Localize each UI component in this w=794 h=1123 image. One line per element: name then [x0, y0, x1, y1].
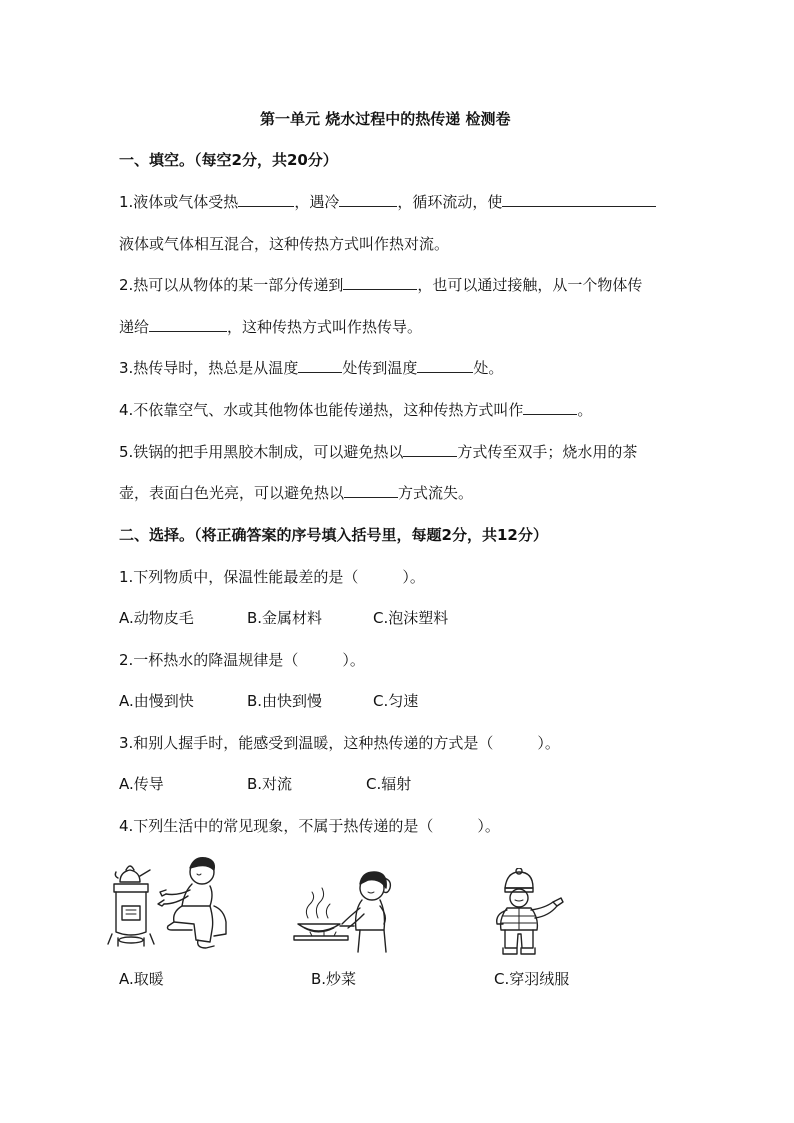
answer-blank[interactable] [149, 317, 227, 332]
picture-option-c[interactable]: C.穿羽绒服 [494, 970, 570, 988]
answer-blank[interactable] [343, 275, 417, 290]
fill-question-3: 3.热传导时，热总是从温度 处传到温度 处。 [119, 359, 504, 377]
option-a[interactable]: A.传导 [119, 775, 164, 793]
answer-blank[interactable] [403, 442, 457, 457]
choice-question-4: 4.下列生活中的常见现象，不属于热传递的是（ ）。 [119, 817, 500, 835]
down-jacket-illustration [487, 868, 573, 956]
fill-question-4: 4.不依靠空气、水或其他物体也能传递热，这种传热方式叫作 。 [119, 401, 593, 419]
cooking-illustration [290, 866, 410, 954]
option-c[interactable]: C.辐射 [366, 775, 412, 793]
answer-blank[interactable] [502, 192, 656, 207]
option-c[interactable]: C.泡沫塑料 [373, 609, 449, 627]
fill-question-2-line2: 递给 ，这种传热方式叫作热传导。 [119, 318, 423, 336]
answer-blank[interactable] [417, 358, 473, 373]
option-c[interactable]: C.匀速 [373, 692, 419, 710]
answer-blank[interactable] [523, 400, 577, 415]
choice-options-2 [119, 691, 418, 711]
choice-question-2: 2.一杯热水的降温规律是（ ）。 [119, 651, 365, 669]
option-b[interactable]: B.对流 [247, 775, 293, 793]
choice-question-1: 1.下列物质中，保温性能最差的是（ ）。 [119, 568, 425, 586]
picture-option-b[interactable]: B.炒菜 [311, 970, 357, 988]
section1-heading: 一、填空。（每空2分，共20分） [119, 151, 338, 169]
fill-question-1-line2: 液体或气体相互混合，这种传热方式叫作热对流。 [119, 235, 450, 253]
section2-heading: 二、选择。（将正确答案的序号填入括号里，每题2分，共12分） [119, 526, 548, 544]
choice-options-3 [119, 774, 411, 794]
option-a[interactable]: A.由慢到快 [119, 692, 194, 710]
answer-blank[interactable] [238, 192, 294, 207]
picture-option-a[interactable]: A.取暖 [119, 970, 164, 988]
fill-question-1-line1: 1.液体或气体受热 ，遇冷 ，循环流动，使 [119, 192, 656, 212]
answer-blank[interactable] [339, 192, 397, 207]
fill-question-5-line2: 壶，表面白色光亮，可以避免热以 方式流失。 [119, 484, 474, 502]
answer-blank[interactable] [298, 358, 342, 373]
warming-by-stove-illustration [102, 850, 242, 952]
option-a[interactable]: A.动物皮毛 [119, 609, 194, 627]
option-b[interactable]: B.由快到慢 [247, 692, 323, 710]
choice-question-3: 3.和别人握手时，能感受到温暖，这种热传递的方式是（ ）。 [119, 734, 560, 752]
answer-blank[interactable] [344, 483, 398, 498]
option-b[interactable]: B.金属材料 [247, 609, 323, 627]
choice-options-1 [119, 608, 448, 628]
page-title: 第一单元 烧水过程中的热传递 检测卷 [260, 110, 511, 128]
fill-question-2-line1: 2.热可以从物体的某一部分传递到 ，也可以通过接触，从一个物体传 [119, 276, 643, 294]
fill-question-5-line1: 5.铁锅的把手用黑胶木制成，可以避免热以 方式传至双手；烧水用的茶 [119, 443, 638, 461]
